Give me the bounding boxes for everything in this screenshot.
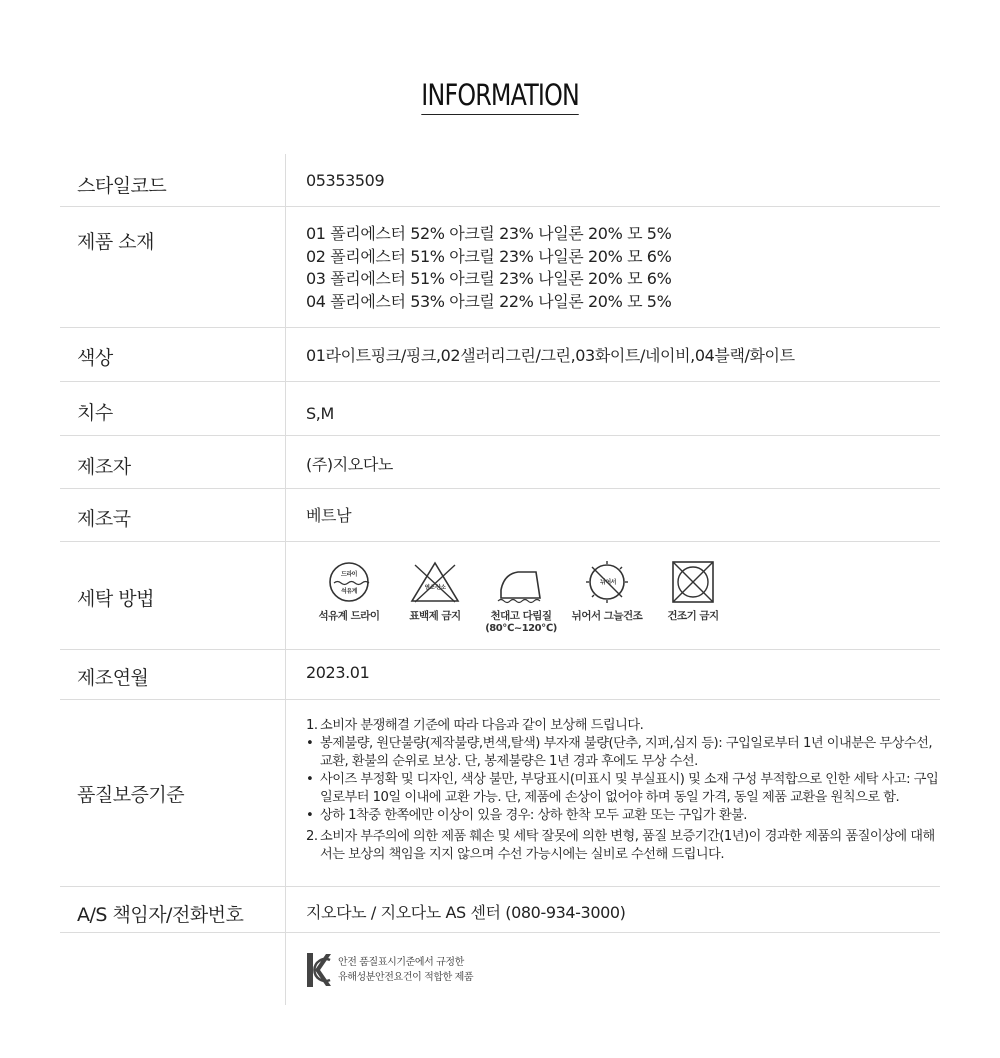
iron-with-cloth-icon <box>496 560 546 604</box>
kc-certification <box>306 933 940 988</box>
row-quality-guarantee <box>60 700 940 887</box>
material-line: 01 폴리에스터 52% 아크릴 23% 나일론 20% 모 5% <box>306 224 672 243</box>
style-code-value: 05353509 <box>306 171 385 190</box>
material-list <box>306 207 940 313</box>
page-title-wrap <box>0 78 1000 115</box>
value-cell <box>286 650 941 700</box>
row-label: 스타일코드 <box>77 175 167 197</box>
value-cell <box>286 933 941 1006</box>
label-cell <box>60 887 286 933</box>
row-label: A/S 책임자/전화번호 <box>77 904 244 926</box>
row-manufacture-date <box>60 650 940 700</box>
date-value: 2023.01 <box>306 663 370 682</box>
row-color <box>60 328 940 382</box>
wash-icon-text: 석유계 <box>341 588 357 595</box>
material-line: 03 폴리에스터 51% 아크릴 23% 나일론 20% 모 6% <box>306 269 672 288</box>
size-value: S,M <box>306 404 334 423</box>
page-title: INFORMATION <box>421 78 579 115</box>
wash-item <box>392 560 478 634</box>
row-material <box>60 207 940 328</box>
row-label: 제조자 <box>77 456 131 478</box>
quality-text: 소비자 분쟁해결 기준에 따라 다음과 같이 보상해 드립니다. <box>320 718 644 733</box>
wash-icon-text: 뉘어서 <box>600 579 616 586</box>
row-label: 품질보증기준 <box>77 784 185 806</box>
row-as-contact <box>60 887 940 933</box>
row-manufacturer <box>60 436 940 489</box>
kc-line: 유해성분안전요건이 적합한 제품 <box>338 972 474 983</box>
row-country <box>60 489 940 542</box>
material-line: 04 폴리에스터 53% 아크릴 22% 나일론 20% 모 5% <box>306 291 672 311</box>
quality-text: 봉제불량, 원단불량(제작불량,변색,탈색) 부자재 불량(단추, 지퍼,심지 등): 구입일로부터 1년 이내분은 무상수선, 교환, 환불의 순위로 보상. 단, 봉제불량은 1년 경과 후에도 무상 수선. <box>320 736 933 769</box>
quality-list <box>306 700 940 864</box>
row-label: 제품 소재 <box>77 231 154 253</box>
wash-caption: 건조기 금지 <box>667 610 719 622</box>
quality-item <box>306 735 940 771</box>
material-line: 02 폴리에스터 51% 아크릴 23% 나일론 20% 모 6% <box>306 246 672 266</box>
label-cell <box>60 436 286 489</box>
kc-mark-icon <box>306 952 332 988</box>
country-value: 베트남 <box>306 506 352 525</box>
value-cell <box>286 489 941 542</box>
label-cell <box>60 700 286 887</box>
label-cell <box>60 650 286 700</box>
value-cell <box>286 207 941 328</box>
value-cell <box>286 154 941 207</box>
label-cell <box>60 154 286 207</box>
quality-item <box>306 828 940 864</box>
manufacturer-value: (주)지오다노 <box>306 455 393 474</box>
quality-mark: • <box>306 736 314 751</box>
wash-item <box>564 560 650 634</box>
row-kc-mark <box>60 933 940 1006</box>
no-bleach-icon <box>409 560 461 604</box>
row-label: 제조국 <box>77 508 131 530</box>
quality-text: 소비자 부주의에 의한 제품 훼손 및 세탁 잘못에 의한 변형, 품질 보증기간(1년)이 경과한 제품의 품질이상에 대해서는 보상의 책임을 지지 않으며 수선 가능시에는 실비로 수선해 드립니다. <box>320 829 935 862</box>
label-cell <box>60 933 286 1006</box>
quality-text: 사이즈 부정확 및 디자인, 색상 불만, 부당표시(미표시 및 부실표시) 및 소재 구성 부적합으로 인한 세탁 사고: 구입일로부터 10일 이내에 교환 가능. 단, 제품에 손상이 없어야 하며 동일 가격, 동일 제품 교환을 원칙으로 함. <box>320 772 939 805</box>
wash-caption: 천대고 다림질 <box>490 610 552 622</box>
label-cell <box>60 328 286 382</box>
value-cell <box>286 382 941 436</box>
label-cell <box>60 489 286 542</box>
value-cell <box>286 542 941 650</box>
dry-clean-petroleum-icon <box>327 560 371 604</box>
row-label: 세탁 방법 <box>77 588 154 610</box>
quality-item <box>306 771 940 807</box>
quality-mark: 2. <box>306 829 318 844</box>
value-cell <box>286 887 941 933</box>
quality-mark: 1. <box>306 718 318 733</box>
kc-line: 안전 품질표시기준에서 규정한 <box>338 957 464 968</box>
value-cell <box>286 700 941 887</box>
label-cell <box>60 207 286 328</box>
kc-text <box>338 955 473 985</box>
wash-icon-text: 염소·산소 <box>424 585 446 591</box>
quality-item <box>306 807 940 825</box>
label-cell <box>60 542 286 650</box>
quality-text: 상하 1착중 한쪽에만 이상이 있을 경우: 상하 한착 모두 교환 또는 구입가 환불. <box>320 808 747 823</box>
wash-item <box>478 560 564 634</box>
no-tumble-dry-icon <box>670 560 716 604</box>
wash-caption-sub: (80℃~120℃) <box>485 623 557 634</box>
row-washing <box>60 542 940 650</box>
quality-mark: • <box>306 808 314 823</box>
label-cell <box>60 382 286 436</box>
row-size <box>60 382 940 436</box>
wash-caption: 뉘어서 그늘건조 <box>571 610 643 622</box>
row-label: 색상 <box>77 347 113 369</box>
wash-item <box>306 560 392 634</box>
info-table <box>60 154 940 1005</box>
washing-icons <box>306 542 940 634</box>
color-value: 01라이트핑크/핑크,02샐러리그린/그린,03화이트/네이비,04블랙/화이트 <box>306 346 795 365</box>
wash-item <box>650 560 736 634</box>
flat-dry-shade-icon <box>583 560 631 604</box>
quality-item <box>306 717 940 735</box>
value-cell <box>286 328 941 382</box>
row-style-code <box>60 154 940 207</box>
row-label: 제조연월 <box>77 667 149 689</box>
wash-icon-text: 드라이 <box>341 571 357 578</box>
value-cell <box>286 436 941 489</box>
row-label: 치수 <box>77 402 113 424</box>
wash-caption: 석유계 드라이 <box>318 610 380 622</box>
wash-caption: 표백제 금지 <box>409 610 461 622</box>
as-value: 지오다노 / 지오다노 AS 센터 (080-934-3000) <box>306 903 626 922</box>
quality-mark: • <box>306 772 314 787</box>
